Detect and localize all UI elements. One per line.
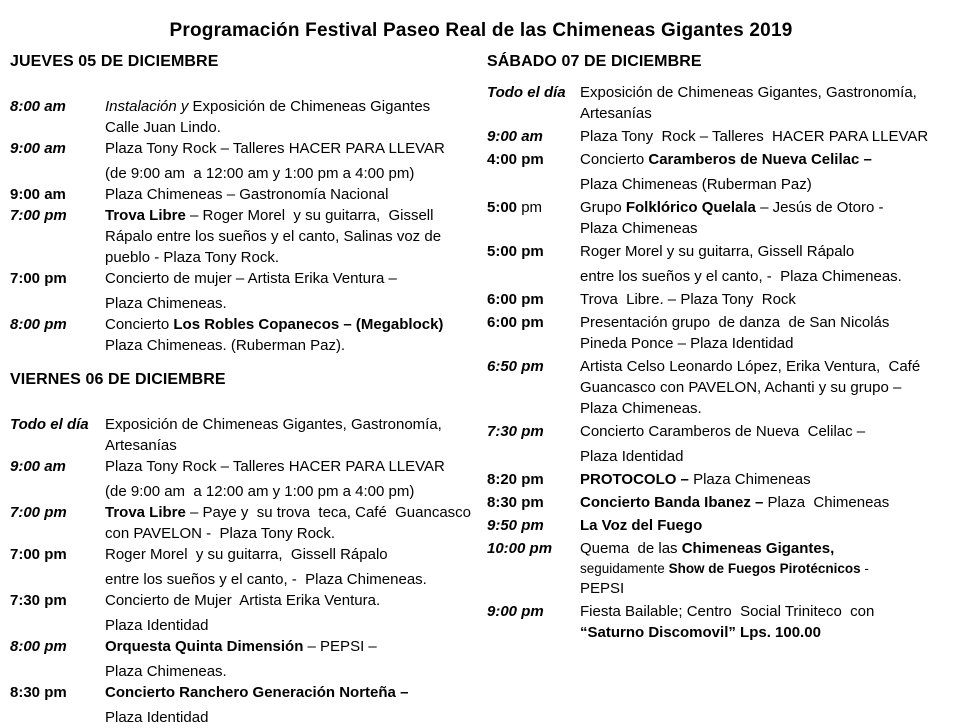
text-segment: Calle Juan Lindo.: [105, 119, 221, 136]
text-segment: Plaza Chimeneas: [763, 494, 890, 511]
text-segment: 6:00 pm: [487, 291, 544, 308]
text-segment: Concierto: [580, 151, 649, 168]
entry-description-line: [105, 661, 479, 682]
entry-time: [10, 544, 105, 565]
text-segment: Pineda Ponce – Plaza Identidad: [580, 335, 794, 352]
text-segment: pueblo - Plaza Tony Rock.: [105, 249, 279, 266]
text-segment: PROTOCOLO –: [580, 471, 689, 488]
text-segment: 8:30 pm: [487, 494, 544, 511]
text-segment: Fiesta Bailable; Centro Social Triniteco con: [580, 603, 875, 620]
text-segment: 8:20 pm: [487, 471, 544, 488]
entry-description-line: [580, 126, 952, 147]
entry-description-line: [105, 615, 479, 636]
entry-description-line: [105, 707, 479, 728]
entry-description-line: [580, 446, 952, 467]
entry-description: [105, 184, 479, 205]
day-section: [10, 370, 479, 728]
entry-time: [487, 538, 580, 559]
schedule-entry: [10, 314, 479, 356]
entry-description-line: [105, 96, 479, 117]
entry-time: [487, 601, 580, 622]
text-segment: Instalación y: [105, 98, 193, 115]
text-segment: – Paye y su trova teca, Café Guancasco: [185, 504, 472, 521]
entry-description-line: [580, 356, 952, 377]
text-segment: Roger Morel y su guitarra, Gissell Rápalo: [105, 546, 388, 563]
entry-description-line: [105, 569, 479, 590]
schedule-entry: [487, 538, 952, 599]
entry-time: [10, 96, 105, 117]
entry-description-line: [580, 312, 952, 333]
entry-time: [10, 184, 105, 205]
schedule-entry: [487, 312, 952, 354]
text-segment: 7:00 pm: [10, 546, 67, 563]
entry-description-line: [105, 456, 479, 477]
schedule-entry: [10, 636, 479, 682]
entry-description-line: [105, 414, 479, 435]
entry-description-line: [105, 268, 479, 289]
text-segment: Plaza Tony Rock – Talleres HACER PARA LLEVAR: [105, 140, 445, 157]
entry-description-line: [580, 601, 952, 622]
entry-description-line: [580, 174, 952, 195]
page-title: Programación Festival Paseo Real de las Chimeneas Gigantes 2019: [169, 20, 793, 41]
text-segment: Trova Libre: [105, 504, 186, 521]
entry-time: [10, 502, 105, 523]
text-segment: 7:30 pm: [10, 592, 67, 609]
entry-description-line: [105, 205, 479, 226]
entry-description-line: [105, 293, 479, 314]
entry-time: [487, 421, 580, 442]
text-segment: 9:00 am: [10, 186, 66, 203]
entry-description-line: [105, 138, 479, 159]
text-segment: – Roger Morel y su guitarra, Gissell: [185, 207, 434, 224]
schedule-columns: [10, 52, 952, 728]
text-segment: Plaza Identidad: [105, 709, 209, 726]
entry-description: [105, 502, 479, 544]
text-segment: Exposición de Chimeneas Gigantes: [192, 98, 431, 115]
entry-description: [105, 544, 479, 590]
text-segment: Plaza Tony Rock – Talleres HACER PARA LLEVAR: [105, 458, 445, 475]
entry-time: [10, 456, 105, 477]
text-segment: Plaza Chimeneas.: [580, 400, 702, 417]
text-segment: Plaza Tony Rock – Talleres HACER PARA LLEVAR: [580, 128, 929, 145]
text-segment: 9:00 am: [10, 458, 66, 475]
entry-description: [105, 96, 479, 138]
entry-description-line: [105, 163, 479, 184]
entry-description: [580, 197, 952, 239]
schedule-entry: [10, 502, 479, 544]
schedule-entry: [487, 492, 952, 513]
schedule-entry: [487, 356, 952, 419]
text-segment: 8:00 am: [10, 98, 66, 115]
text-segment: Plaza Chimeneas: [580, 220, 698, 237]
entry-description: [105, 590, 479, 636]
entry-description-line: [580, 492, 952, 513]
text-segment: Show de Fuegos Pirotécnicos: [668, 561, 861, 576]
text-segment: Folklórico Quelala: [625, 199, 756, 216]
schedule-entry: [487, 126, 952, 147]
schedule-entry: [10, 268, 479, 314]
text-segment: -: [860, 561, 869, 576]
entry-time: [10, 268, 105, 289]
text-segment: 8:00 pm: [10, 316, 67, 333]
entry-time: [487, 289, 580, 310]
entry-description: [580, 126, 952, 147]
text-segment: (de 9:00 am a 12:00 am y 1:00 pm a 4:00 pm): [105, 165, 415, 182]
entry-description-line: [105, 502, 479, 523]
text-segment: Presentación grupo de danza de San Nicolás: [580, 314, 890, 331]
schedule-entry: [10, 456, 479, 502]
text-segment: Concierto Ranchero Generación Norteña –: [105, 684, 409, 701]
text-segment: Trova Libre. – Plaza Tony Rock: [580, 291, 796, 308]
schedule-entry: [10, 682, 479, 728]
entry-description: [105, 456, 479, 502]
day-heading: VIERNES 06 DE DICIEMBRE: [10, 371, 226, 388]
text-segment: 9:00 am: [10, 140, 66, 157]
text-segment: 7:00 pm: [10, 270, 67, 287]
entry-description-line: [580, 289, 952, 310]
entry-description-line: [580, 469, 952, 490]
entry-description: [580, 312, 952, 354]
entry-description: [105, 314, 479, 356]
text-segment: Plaza Chimeneas: [688, 471, 811, 488]
text-segment: Quema de las: [580, 540, 682, 557]
text-segment: entre los sueños y el canto, - Plaza Chimeneas.: [580, 268, 902, 285]
entry-description-line: [580, 197, 952, 218]
entry-description: [580, 515, 952, 536]
entry-description: [105, 205, 479, 268]
text-segment: pm: [517, 199, 543, 216]
text-segment: Grupo: [580, 199, 626, 216]
entry-description-line: [580, 149, 952, 170]
entry-description-line: [105, 226, 479, 247]
text-segment: 6:00 pm: [487, 314, 544, 331]
entry-description-line: [580, 103, 952, 124]
entry-description-line: [580, 515, 952, 536]
entry-description-line: [105, 435, 479, 456]
entry-description: [105, 682, 479, 728]
text-segment: 6:50 pm: [487, 358, 544, 375]
entry-description: [105, 138, 479, 184]
text-segment: 8:30 pm: [10, 684, 67, 701]
entry-description-line: [580, 538, 952, 559]
schedule-entry: [10, 414, 479, 456]
text-segment: entre los sueños y el canto, - Plaza Chimeneas.: [105, 571, 427, 588]
text-segment: Plaza Chimeneas.: [105, 295, 227, 312]
text-segment: – Jesús de Otoro -: [755, 199, 884, 216]
schedule-entry: [10, 544, 479, 590]
text-segment: Los Robles Copanecos – (Megablock): [173, 316, 444, 333]
text-segment: con PAVELON - Plaza Tony Rock.: [105, 525, 336, 542]
entry-time: [487, 312, 580, 333]
entry-description: [105, 636, 479, 682]
entry-description: [580, 421, 952, 467]
entry-description: [105, 414, 479, 456]
entry-description-line: [105, 523, 479, 544]
text-segment: Todo el día: [487, 84, 566, 101]
entry-time: [487, 515, 580, 536]
text-segment: 8:00 pm: [10, 638, 67, 655]
schedule-entry: [487, 149, 952, 195]
day-heading: SÁBADO 07 DE DICIEMBRE: [487, 53, 702, 70]
entry-description-line: [580, 218, 952, 239]
entry-description: [580, 289, 952, 310]
text-segment: Plaza Identidad: [105, 617, 209, 634]
entry-description-line: [580, 377, 952, 398]
entry-description-line: [105, 590, 479, 611]
entry-description: [580, 469, 952, 490]
text-segment: 7:00 pm: [10, 207, 67, 224]
entry-description: [580, 356, 952, 419]
text-segment: Artesanías: [580, 105, 652, 122]
text-segment: Rápalo entre los sueños y el canto, Salinas voz de: [105, 228, 442, 245]
entry-time: [487, 126, 580, 147]
entry-description-line: [580, 622, 952, 643]
entry-description: [580, 601, 952, 643]
entry-time: [487, 241, 580, 262]
entry-time: [10, 314, 105, 335]
schedule-entry: [487, 515, 952, 536]
text-segment: 10:00 pm: [487, 540, 553, 557]
text-segment: PEPSI: [580, 580, 625, 597]
text-segment: Plaza Chimeneas (Ruberman Paz): [580, 176, 812, 193]
text-segment: Roger Morel y su guitarra, Gissell Rápalo: [580, 243, 855, 260]
entry-description-line: [105, 335, 479, 356]
entry-description: [580, 149, 952, 195]
text-segment: Plaza Chimeneas.: [105, 663, 227, 680]
schedule-entry: [10, 96, 479, 138]
entry-time: [487, 469, 580, 490]
entry-description-line: [105, 636, 479, 657]
text-segment: 9:00 pm: [487, 603, 544, 620]
text-segment: 9:00 am: [487, 128, 543, 145]
entry-description-line: [580, 559, 952, 578]
entry-description-line: [580, 421, 952, 442]
entry-time: [10, 636, 105, 657]
entry-time: [10, 205, 105, 226]
text-segment: Artesanías: [105, 437, 177, 454]
text-segment: (de 9:00 am a 12:00 am y 1:00 pm a 4:00 pm): [105, 483, 415, 500]
text-segment: La Voz del Fuego: [580, 517, 703, 534]
text-segment: 7:00 pm: [10, 504, 67, 521]
entry-description-line: [580, 578, 952, 599]
text-segment: Trova Libre: [105, 207, 186, 224]
entry-time: [487, 197, 580, 218]
schedule-entry: [10, 590, 479, 636]
entry-description: [580, 492, 952, 513]
text-segment: – PEPSI –: [303, 638, 377, 655]
entry-time: [487, 82, 580, 103]
text-segment: Artista Celso Leonardo López, Erika Ventura, Café: [580, 358, 921, 375]
column-right: [487, 52, 952, 645]
entry-description-line: [580, 266, 952, 287]
entry-description-line: [580, 82, 952, 103]
text-segment: Guancasco con PAVELON, Achanti y su grupo –: [580, 379, 902, 396]
day-section: [10, 52, 479, 356]
schedule-entry: [487, 241, 952, 287]
text-segment: Concierto de Mujer Artista Erika Ventura.: [105, 592, 381, 609]
text-segment: “Saturno Discomovil” Lps. 100.00: [580, 624, 821, 641]
text-segment: seguidamente: [580, 561, 669, 576]
text-segment: Concierto de mujer – Artista Erika Ventura –: [105, 270, 397, 287]
text-segment: Plaza Chimeneas – Gastronomía Nacional: [105, 186, 389, 203]
entry-time: [10, 590, 105, 611]
entry-description-line: [105, 247, 479, 268]
entry-time: [487, 492, 580, 513]
schedule-entry: [487, 289, 952, 310]
entry-time: [10, 682, 105, 703]
schedule-entry: [487, 601, 952, 643]
text-segment: 5:00 pm: [487, 243, 544, 260]
entry-description-line: [580, 333, 952, 354]
column-left: [10, 52, 487, 728]
schedule-entry: [487, 82, 952, 124]
entry-time: [10, 414, 105, 435]
entry-description-line: [105, 481, 479, 502]
text-segment: Orquesta Quinta Dimensión: [105, 638, 304, 655]
text-segment: 4:00 pm: [487, 151, 544, 168]
schedule-entry: [487, 469, 952, 490]
text-segment: Concierto Banda Ibanez –: [580, 494, 764, 511]
entry-description-line: [105, 314, 479, 335]
schedule-entry: [487, 197, 952, 239]
entry-description-line: [105, 682, 479, 703]
entry-description-line: [105, 117, 479, 138]
schedule-entry: [10, 138, 479, 184]
text-segment: Todo el día: [10, 416, 89, 433]
schedule-entry: [10, 205, 479, 268]
text-segment: 5:00: [487, 199, 518, 216]
day-heading: JUEVES 05 DE DICIEMBRE: [10, 53, 219, 70]
entry-description: [580, 538, 952, 599]
text-segment: Concierto: [105, 316, 174, 333]
entry-description-line: [105, 184, 479, 205]
entry-time: [487, 356, 580, 377]
text-segment: Chimeneas Gigantes,: [681, 540, 835, 557]
text-segment: Exposición de Chimeneas Gigantes, Gastronomía,: [105, 416, 442, 433]
text-segment: Plaza Identidad: [580, 448, 684, 465]
entry-description: [105, 268, 479, 314]
text-segment: Caramberos de Nueva Celilac –: [648, 151, 872, 168]
text-segment: 7:30 pm: [487, 423, 544, 440]
text-segment: Concierto Caramberos de Nueva Celilac –: [580, 423, 866, 440]
entry-description-line: [580, 241, 952, 262]
text-segment: 9:50 pm: [487, 517, 544, 534]
schedule-entry: [487, 421, 952, 467]
text-segment: Plaza Chimeneas. (Ruberman Paz).: [105, 337, 346, 354]
entry-time: [487, 149, 580, 170]
entry-time: [10, 138, 105, 159]
entry-description-line: [105, 544, 479, 565]
entry-description: [580, 82, 952, 124]
schedule-entry: [10, 184, 479, 205]
text-segment: Exposición de Chimeneas Gigantes, Gastronomía,: [580, 84, 917, 101]
entry-description-line: [580, 398, 952, 419]
entry-description: [580, 241, 952, 287]
day-section: [487, 52, 952, 643]
